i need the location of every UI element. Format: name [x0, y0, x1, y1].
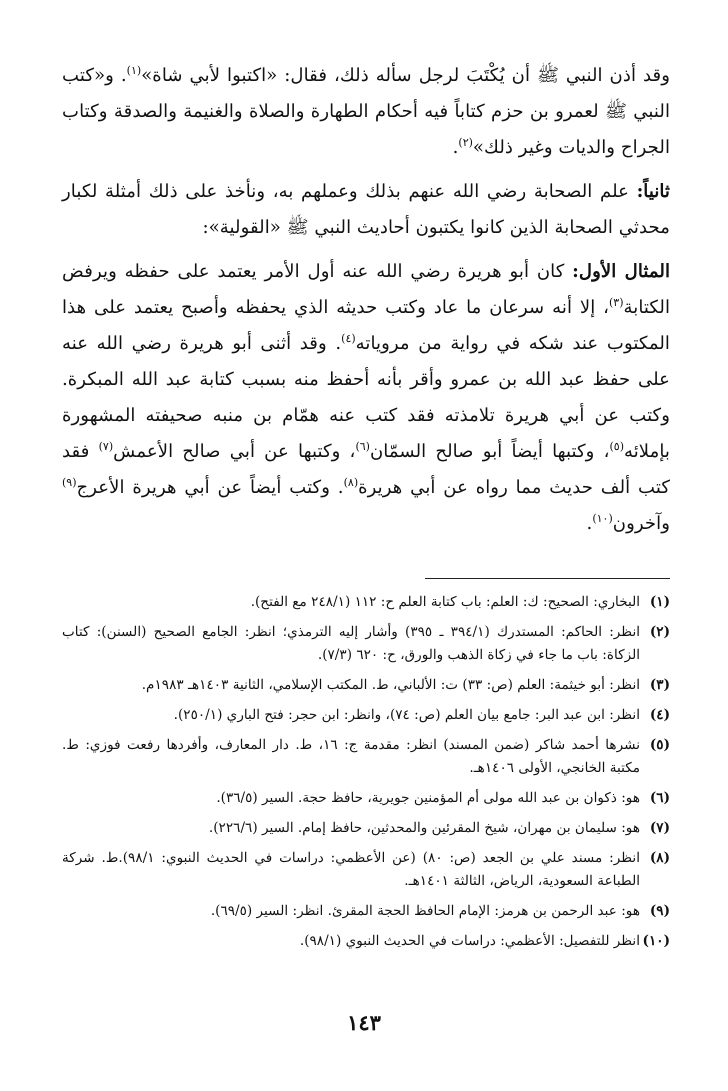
footnote-reference: (٧): [98, 439, 114, 453]
footnote-number: (٦): [649, 790, 670, 806]
footnote: [62, 900, 670, 923]
footnote: [62, 621, 670, 667]
footnote-reference: (٢): [458, 135, 473, 149]
text-segment: وآخرون: [612, 513, 670, 534]
footnote-text: انظر للتفصيل: الأعظمي: دراسات في الحديث النبوي (٩٨/١).: [299, 933, 640, 949]
footnote-reference: (٨): [343, 475, 359, 489]
footnotes: [62, 591, 670, 953]
body-paragraph: [62, 254, 670, 542]
footnote: [62, 734, 670, 780]
text-segment: .: [452, 137, 459, 158]
footnote-reference: (٣): [609, 295, 624, 309]
paragraph-lead: ثانياً:: [636, 181, 670, 202]
footnote-number: (٨): [649, 850, 670, 866]
footnote-text: انظر: مسند علي بن الجعد (ص: ٨٠) (عن الأعظمي: دراسات في الحديث النبوي: ٩٨/١).ط. شركة الطباعة السعودية، الرياض، الثالثة ١٤٠١هـ.: [62, 850, 640, 889]
paragraph-lead: المثال الأول:: [572, 261, 670, 282]
footnote: [62, 787, 670, 810]
footnote-text: نشرها أحمد شاكر (ضمن المسند) انظر: مقدمة ج: ١٦، ط. دار المعارف، وأفردها رفعت فوزي: ط. مكتبة الخانجي، الأولى ١٤٠٦هـ.: [62, 737, 640, 776]
footnote: [62, 674, 670, 697]
footnote-reference: (٩): [62, 475, 77, 489]
footnote-separator: [425, 578, 670, 579]
footnote-number: (٩): [649, 903, 670, 919]
text-segment: ، وكتبها أيضاً أبو صالح السمّان: [369, 441, 610, 462]
footnote-number: (٣): [649, 677, 670, 693]
text-segment: . وقد أثنى أبو هريرة رضي الله عنه على حفظ عبد الله بن عمرو وأقر بأنه أحفظ منه بسبب كتابة عبد الله المبكرة. وكتب عن أبي هريرة تلامذته فقد كتب عنه همّام بن منبه صحيفته المشهورة بإملائه: [62, 333, 670, 462]
footnote-reference: (٦): [355, 439, 370, 453]
text-segment: وقد أذن النبي ﷺ أن يُكْتَبَ لرجل سأله ذلك، فقال: «اكتبوا لأبي شاة»: [141, 65, 670, 86]
text-segment: كان أبو هريرة رضي الله عنه أول الأمر يعتمد على حفظه ويرفض الكتابة: [62, 261, 670, 318]
footnote-number: (١٠): [642, 933, 670, 949]
footnote-number: (٢): [649, 624, 670, 640]
main-text: [62, 58, 670, 542]
text-segment: ، إلا أنه سرعان ما عاد وكتب حديثه الذي يحفظه وأصبح يعتمد على هذا المكتوب عند شكه في رواية من مروياته: [62, 297, 670, 354]
footnote-text: انظر: الحاكم: المستدرك (٣٩٤/١ ـ ٣٩٥) وأشار إليه الترمذي؛ انظر: الجامع الصحيح (السنن): كتاب الزكاة: باب ما جاء في زكاة الذهب والورق، ح: ٦٢٠ (٧/٣).: [62, 624, 641, 663]
footnote-number: (١): [649, 594, 670, 610]
footnote: [62, 704, 670, 727]
footnote-text: هو: ذكوان بن عبد الله مولى أم المؤمنين جويرية، حافظ حجة. السير (٣٦/٥).: [216, 790, 640, 806]
footnote-text: انظر: أبو خيثمة: العلم (ص: ٣٣) ت: الألباني، ط. المكتب الإسلامي، الثانية ١٤٠٣هـ ١٩٨٣م.: [141, 677, 640, 693]
footnote-reference: (٤): [341, 331, 356, 345]
footnote: [62, 817, 670, 840]
footnote: [62, 591, 670, 614]
text-segment: علم الصحابة رضي الله عنهم بذلك وعملهم به، ونأخذ على ذلك أمثلة لكبار محدثي الصحابة الذين كانوا يكتبون أحاديث النبي ﷺ «القولية»:: [62, 181, 670, 238]
page-number: ١٤٣: [347, 1010, 381, 1035]
footnote-text: انظر: ابن عبد البر: جامع بيان العلم (ص: ٧٤)، وانظر: ابن حجر: فتح الباري (٢٥٠/١).: [173, 707, 640, 723]
text-segment: . و«كتب النبي ﷺ لعمرو بن حزم كتاباً فيه أحكام الطهارة والصلاة والغنيمة والصدقة وكتاب الجراح والديات وغير ذلك»: [62, 65, 670, 158]
text-segment: فقد كتب ألف حديث مما رواه عن أبي هريرة: [62, 441, 671, 498]
footnote-text: هو: سليمان بن مهران، شيخ المقرئين والمحدثين، حافظ إمام. السير (٢٢٦/٦).: [208, 820, 640, 836]
footnote-text: هو: عبد الرحمن بن هرمز: الإمام الحافظ الحجة المقرئ. انظر: السير (٦٩/٥).: [210, 903, 640, 919]
text-segment: .: [586, 513, 593, 534]
footnote-reference: (٥): [609, 439, 624, 453]
footnote-number: (٥): [649, 737, 670, 753]
footnote-number: (٤): [649, 707, 670, 723]
body-paragraph: [62, 174, 670, 246]
footnote-reference: (١): [126, 63, 142, 77]
footnote-number: (٧): [649, 820, 670, 836]
text-segment: ، وكتبها عن أبي صالح الأعمش: [113, 441, 356, 462]
body-paragraph: [62, 58, 670, 166]
footnote-reference: (١٠): [592, 511, 613, 525]
footnote: [62, 930, 670, 953]
footnote: [62, 847, 670, 893]
footnote-text: البخاري: الصحيح: ك: العلم: باب كتابة العلم ح: ١١٢ (٢٤٨/١ مع الفتح).: [250, 594, 640, 610]
text-segment: . وكتب أيضاً عن أبي هريرة الأعرج: [76, 477, 344, 498]
